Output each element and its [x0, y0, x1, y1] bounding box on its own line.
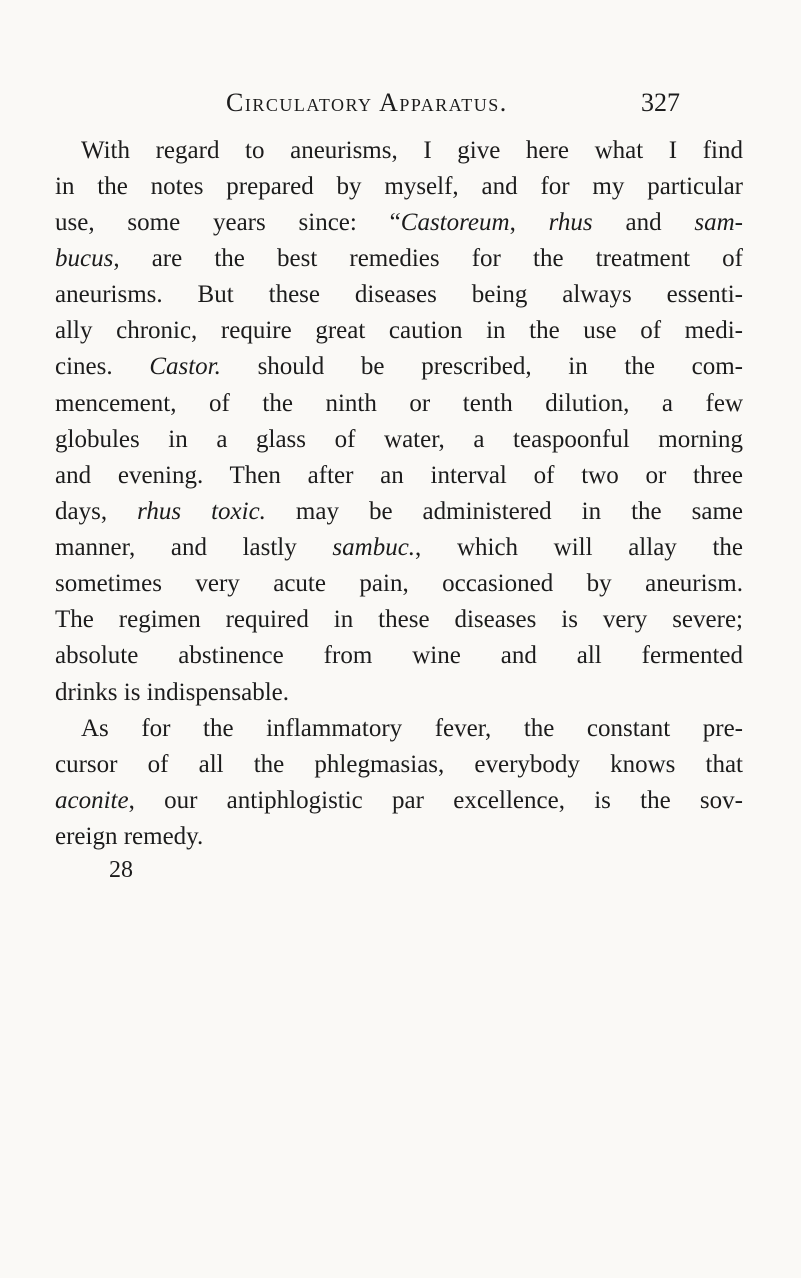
text-line: globules in a glass of water, a teaspoonful morning [55, 426, 743, 453]
text-line: use, some years since: “Castoreum, rhus and sam- [55, 209, 743, 236]
text-line: manner, and lastly sambuc., which will allay the [55, 534, 743, 561]
remedy-name: rhus [548, 209, 593, 236]
remedy-name: rhus toxic. [137, 498, 266, 525]
text-line: absolute abstinence from wine and all fermented [55, 642, 743, 669]
running-head [0, 88, 801, 122]
text-line: As for the inflammatory fever, the constant pre- [81, 715, 743, 742]
remedy-name: Castor. [149, 353, 221, 380]
remedy-name: bucus [55, 245, 114, 272]
text-line: aneurisms. But these diseases being always essenti- [55, 281, 743, 308]
remedy-name: Castoreum [400, 209, 510, 236]
remedy-name: sam- [694, 209, 743, 236]
page-number: 327 [641, 88, 680, 117]
text-line: cursor of all the phlegmasias, everybody knows that [55, 751, 743, 778]
text-line: mencement, of the ninth or tenth dilution, a few [55, 390, 743, 417]
remedy-name: sambuc. [332, 534, 416, 561]
text-line: aconite, our antiphlogistic par excellence, is the sov- [55, 787, 743, 814]
text-line: drinks is indispensable. [55, 679, 290, 706]
running-head-title: Circulatory Apparatus. [226, 88, 508, 117]
text-line: ereign remedy. [55, 823, 204, 850]
text-line: in the notes prepared by myself, and for my particular [55, 173, 743, 200]
text-line: sometimes very acute pain, occasioned by aneurism. [55, 570, 743, 597]
remedy-name: aconite [55, 787, 129, 814]
signature-mark: 28 [109, 857, 133, 883]
text-line: ally chronic, require great caution in the use of medi- [55, 317, 743, 344]
text-line: days, rhus toxic. may be administered in the same [55, 498, 744, 525]
text-line: and evening. Then after an interval of two or three [55, 462, 743, 489]
text-line: The regimen required in these diseases is very severe; [55, 606, 743, 633]
text-line: cines. Castor. should be prescribed, in the com- [55, 353, 743, 380]
text-line: bucus, are the best remedies for the treatment of [55, 245, 743, 272]
text-line: With regard to aneurisms, I give here what I find [81, 137, 743, 164]
